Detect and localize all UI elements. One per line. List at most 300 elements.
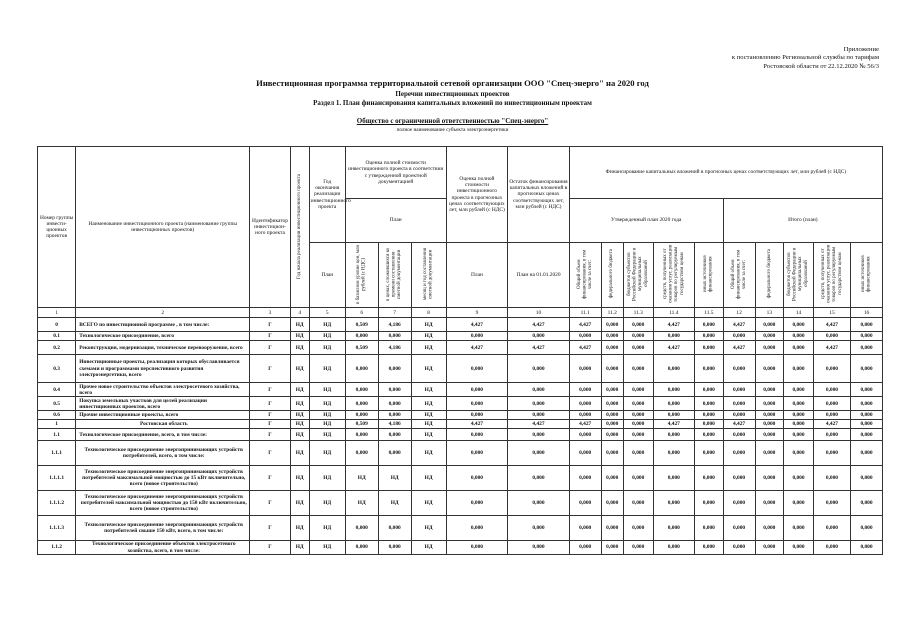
table-cell: 0,000 — [601, 411, 623, 420]
table-cell: НД — [290, 441, 309, 466]
table-cell: НД — [309, 411, 345, 420]
table-cell: 0,000 — [601, 341, 623, 355]
table-cell: НД — [309, 397, 345, 411]
table-cell: 0,000 — [345, 383, 378, 397]
table-row — [38, 420, 883, 429]
header-sub-month: месяц и год составления сметной документации — [423, 247, 434, 301]
table-cell: 0,000 — [601, 355, 623, 383]
table-cell: 0,000 — [851, 355, 883, 383]
table-cell: НД — [378, 491, 411, 516]
table-cell: 0,000 — [345, 441, 378, 466]
header-approved: Утвержденный план 2020 года — [569, 199, 723, 243]
table-cell: НД — [411, 541, 446, 555]
table-cell: НД — [411, 491, 446, 516]
table-row — [38, 466, 883, 491]
table-cell: 0,000 — [345, 429, 378, 441]
table-row — [38, 541, 883, 555]
table-cell: 0,000 — [345, 397, 378, 411]
table-cell: 4,427 — [569, 341, 601, 355]
header-fin-other-cell — [695, 243, 724, 308]
table-cell: Г — [250, 383, 290, 397]
table-cell: 0.2 — [38, 341, 76, 355]
table-cell: 0,000 — [345, 355, 378, 383]
table-cell: 4,186 — [378, 318, 411, 332]
table-cell: 0,000 — [653, 541, 694, 555]
table-cell: 0.5 — [38, 397, 76, 411]
table-cell: 0,000 — [378, 355, 411, 383]
header-year-start: Год начала реализации инвестиционного проекта — [296, 173, 302, 279]
project-name-cell: Реконструкция, модернизация, техническое перевооружение, всего — [76, 341, 250, 355]
table-cell: 0,000 — [851, 441, 883, 466]
table-cell: 0,000 — [695, 516, 724, 541]
table-cell: 0,000 — [755, 383, 784, 397]
table-cell: НД — [290, 420, 309, 429]
table-cell: 0,000 — [695, 383, 724, 397]
table-cell: 0,000 — [601, 466, 623, 491]
header-sub-plan: План — [309, 243, 345, 308]
table-cell: 0,000 — [508, 466, 570, 491]
table-cell: 0,000 — [508, 491, 570, 516]
header-itogo: Итого (план) — [723, 199, 882, 243]
table-cell: 0,000 — [569, 383, 601, 397]
table-cell: НД — [309, 355, 345, 383]
table-cell: 0,000 — [695, 355, 724, 383]
header-num: Номер группы инвести-ционных проектов — [38, 147, 76, 308]
column-number: 7 — [378, 308, 411, 318]
table-cell: 0,000 — [569, 516, 601, 541]
table-cell: 0,000 — [723, 332, 755, 341]
table-cell: НД — [309, 332, 345, 341]
table-cell: 0,000 — [345, 541, 378, 555]
table-cell: 4,427 — [569, 318, 601, 332]
table-cell: 0,000 — [813, 355, 850, 383]
table-cell: 0,000 — [755, 341, 784, 355]
appendix-line-3: Ростовской области от 22.12.2020 № 56/3 — [763, 62, 879, 70]
table-cell: 0,000 — [601, 318, 623, 332]
table-cell: 0,000 — [695, 341, 724, 355]
column-number: 12 — [723, 308, 755, 318]
table-cell: Г — [250, 420, 290, 429]
table-body — [38, 318, 883, 555]
table-cell: 4,427 — [653, 420, 694, 429]
table-cell: 0,000 — [446, 516, 508, 541]
header-fin-subj: бюджетов субъектов Российской Федерации и муниципальных образований — [627, 247, 649, 301]
header-fin-total-cell — [569, 243, 601, 308]
header-plan-word: План — [345, 199, 446, 243]
table-cell: 0,000 — [695, 441, 724, 466]
header-it-subj-cell — [784, 243, 814, 308]
table-cell: 0,000 — [813, 466, 850, 491]
project-name-cell: Прочее новое строительство объектов электросетевого хозяйства, всего — [76, 383, 250, 397]
table-cell: 0,000 — [784, 441, 814, 466]
organization-name: Общество с ограниченной ответственностью "Спец-энерго" — [356, 117, 549, 125]
header-fin-fed-cell — [601, 243, 623, 308]
table-cell: 0,000 — [784, 355, 814, 383]
table-cell: 0,000 — [851, 341, 883, 355]
table-cell: 0,000 — [813, 516, 850, 541]
table-cell: 0,000 — [653, 516, 694, 541]
column-number: 4 — [290, 308, 309, 318]
column-number: 2 — [76, 308, 250, 318]
table-cell: 0,000 — [695, 541, 724, 555]
table-cell: 0,000 — [446, 332, 508, 341]
project-name-cell: ВСЕГО по инвестиционной программе , в том числе: — [76, 318, 250, 332]
header-it-other: иных источников финансирования — [860, 255, 872, 293]
table-cell: 0,000 — [784, 332, 814, 341]
table-cell: НД — [309, 429, 345, 441]
header-sub-cost: в базисном уровне цен, млн рублей (с НДС) — [356, 244, 367, 304]
project-name-cell: Прочие инвестиционные проекты, всего — [76, 411, 250, 420]
table-cell: 0,000 — [569, 441, 601, 466]
table-cell: 0 — [38, 318, 76, 332]
header-fin-ins: средств, полученных от оказания услуг, реализации товаров по регулируемым государством ценам — [662, 244, 685, 304]
table-cell: Г — [250, 355, 290, 383]
table-cell: Г — [250, 491, 290, 516]
table-row — [38, 383, 883, 397]
table-cell: НД — [290, 491, 309, 516]
table-cell: 4,186 — [378, 420, 411, 429]
table-cell: НД — [309, 383, 345, 397]
table-cell: 0,000 — [508, 441, 570, 466]
column-number: 3 — [250, 308, 290, 318]
appendix-line-2: к постановлению Региональной службы по тарифам — [731, 54, 879, 62]
table-cell: 0,000 — [601, 420, 623, 429]
table-cell: 0,000 — [784, 318, 814, 332]
header-year-end: Год окончания реализации инвестиционного проекта — [309, 147, 345, 243]
table-cell: 0,000 — [623, 441, 653, 466]
table-cell: 0,000 — [378, 429, 411, 441]
table-cell: 0,000 — [508, 516, 570, 541]
table-cell: 0,000 — [653, 397, 694, 411]
table-cell: 0,000 — [723, 383, 755, 397]
table-cell: 4,427 — [446, 420, 508, 429]
table-cell: НД — [411, 429, 446, 441]
table-cell: 0,000 — [695, 491, 724, 516]
table-cell: 0,000 — [723, 397, 755, 411]
table-cell: Г — [250, 318, 290, 332]
column-number: 11.1 — [569, 308, 601, 318]
table-cell: 0,000 — [653, 383, 694, 397]
table-cell: 0,000 — [813, 541, 850, 555]
table-cell: 0,000 — [378, 516, 411, 541]
table-cell: 0,000 — [601, 397, 623, 411]
table-row — [38, 491, 883, 516]
table-cell: 1 — [38, 420, 76, 429]
table-cell: Г — [250, 516, 290, 541]
column-number: 14 — [784, 308, 814, 318]
table-cell: 0,000 — [755, 318, 784, 332]
table-cell: 0,000 — [851, 491, 883, 516]
table-row — [38, 441, 883, 466]
table-cell: 0,000 — [851, 429, 883, 441]
table-cell: 4,427 — [653, 318, 694, 332]
table-cell: НД — [309, 341, 345, 355]
table-cell: 0,000 — [569, 541, 601, 555]
table-cell: 0,000 — [813, 332, 850, 341]
table-cell: 4,427 — [653, 341, 694, 355]
column-number: 9 — [446, 308, 508, 318]
table-cell: 0,000 — [623, 491, 653, 516]
table-cell: 1.1.1 — [38, 441, 76, 466]
table-cell: Г — [250, 397, 290, 411]
table-cell: 0,509 — [345, 420, 378, 429]
table-cell: 0,000 — [723, 516, 755, 541]
table-cell: НД — [411, 355, 446, 383]
column-number: 11.2 — [601, 308, 623, 318]
table-cell: 0,000 — [653, 411, 694, 420]
table-cell: 0,000 — [695, 318, 724, 332]
table-cell: Г — [250, 541, 290, 555]
table-cell: 0,000 — [623, 332, 653, 341]
project-name-cell: Технологическое присоединение энергопринимающих устройств потребителей свыше 150 кВт, всего, в том числе: — [76, 516, 250, 541]
table-cell: 1.1 — [38, 429, 76, 441]
table-cell: 0,000 — [851, 332, 883, 341]
column-numbers — [38, 308, 883, 318]
project-name-cell: Технологическое присоединение энергопринимающих устройств потребителей, всего, в том числе: — [76, 441, 250, 466]
table-cell: 0,000 — [378, 441, 411, 466]
table-cell: НД — [290, 541, 309, 555]
table-cell: 0,000 — [508, 332, 570, 341]
table-cell: 0,000 — [695, 411, 724, 420]
table-cell: НД — [411, 466, 446, 491]
table-cell: 0,000 — [378, 411, 411, 420]
table-row — [38, 318, 883, 332]
project-name-cell: Покупка земельных участков для целей реализации инвестиционных проектов, всего — [76, 397, 250, 411]
table-cell: НД — [345, 466, 378, 491]
column-number: 11.5 — [695, 308, 724, 318]
table-cell: 0,000 — [723, 466, 755, 491]
table-cell: НД — [411, 397, 446, 411]
table-cell: 0,000 — [723, 429, 755, 441]
table-cell: Г — [250, 341, 290, 355]
table-cell: 0,000 — [851, 383, 883, 397]
table-cell: 0,000 — [623, 397, 653, 411]
table-cell: 4,186 — [378, 341, 411, 355]
table-cell: 0,000 — [601, 491, 623, 516]
table-cell: 0,000 — [784, 466, 814, 491]
table-cell: НД — [290, 466, 309, 491]
table-cell: НД — [411, 383, 446, 397]
table-cell: НД — [411, 441, 446, 466]
table-cell: НД — [411, 411, 446, 420]
table-cell: 0,000 — [623, 541, 653, 555]
table-cell: 0,000 — [851, 318, 883, 332]
table-cell: 0,000 — [695, 332, 724, 341]
header-sub-date: в ценах, сложившихся ко времени составления сметной документации — [386, 247, 403, 301]
project-name-cell: Технологическое присоединение, всего — [76, 332, 250, 341]
header-full-cost: Оценка полной стоимости инвестиционного проекта в прогнозных ценах соответствующих лет, млн рублей (с НДС) — [446, 147, 508, 243]
table-cell: 0,000 — [784, 383, 814, 397]
table-cell: 0,000 — [601, 429, 623, 441]
table-cell: 0,000 — [723, 355, 755, 383]
table-cell: 0,000 — [784, 429, 814, 441]
header-it-subj: бюджетов субъектов Российской Федерации и муниципальных образований — [787, 247, 810, 301]
table-cell: Г — [250, 332, 290, 341]
table-cell: НД — [309, 466, 345, 491]
table-cell: 1.1.1.1 — [38, 466, 76, 491]
column-number: 6 — [345, 308, 378, 318]
table-cell: 0,000 — [508, 429, 570, 441]
table-cell: НД — [290, 429, 309, 441]
table-cell: 0,000 — [653, 491, 694, 516]
table-row — [38, 341, 883, 355]
header-it-ins: средств, полученных от оказания услуг, реализации товаров по регулируемым государством ценам — [820, 244, 843, 304]
table-cell: 0,000 — [851, 541, 883, 555]
table-cell: 0.3 — [38, 355, 76, 383]
table-cell: 1.1.1.3 — [38, 516, 76, 541]
table-cell: 0,000 — [755, 466, 784, 491]
table-cell: 0,000 — [508, 397, 570, 411]
table-cell: 0,000 — [569, 332, 601, 341]
table-cell: 0,000 — [784, 516, 814, 541]
table-cell: 0,000 — [623, 383, 653, 397]
table-row — [38, 397, 883, 411]
table-cell: 0,509 — [345, 318, 378, 332]
table-cell: НД — [411, 516, 446, 541]
table-cell: 0,000 — [508, 383, 570, 397]
table-cell: 0,000 — [755, 441, 784, 466]
table-cell: 0,000 — [446, 411, 508, 420]
table-cell: 0,000 — [623, 516, 653, 541]
table-cell: НД — [378, 466, 411, 491]
table-cell: НД — [290, 318, 309, 332]
table-cell: 0,000 — [723, 491, 755, 516]
table-cell: 0,000 — [378, 541, 411, 555]
table-cell: Г — [250, 441, 290, 466]
header-it-ins-cell — [813, 243, 850, 308]
table-cell: НД — [290, 411, 309, 420]
table-cell: 0,000 — [723, 411, 755, 420]
header-estimate: Оценка полной стоимости инвестиционного проекта в соответствии с утвержденной проектной документацией — [345, 147, 446, 199]
table-cell: 4,427 — [813, 341, 850, 355]
table-cell: НД — [290, 341, 309, 355]
table-cell: 0,000 — [378, 397, 411, 411]
header-it-other-cell — [851, 243, 883, 308]
table-cell: 0,000 — [653, 466, 694, 491]
table-cell: 0,000 — [623, 429, 653, 441]
table-cell: 0,000 — [446, 397, 508, 411]
table-header — [38, 147, 883, 308]
table-row — [38, 411, 883, 420]
table-cell: 0,000 — [755, 541, 784, 555]
table-cell: 0,000 — [695, 429, 724, 441]
table-cell: 4,427 — [446, 318, 508, 332]
table-cell: 0,000 — [653, 332, 694, 341]
table-cell: 0,000 — [851, 516, 883, 541]
header-it-total: Общий объем финансирования, в том числе за счет: — [730, 249, 747, 299]
table-cell: 0,000 — [508, 541, 570, 555]
table-cell: 0,000 — [813, 491, 850, 516]
appendix-note — [732, 46, 879, 71]
table-cell: 0,000 — [813, 397, 850, 411]
table-cell: 0,000 — [813, 383, 850, 397]
table-cell: 0,000 — [345, 411, 378, 420]
table-cell: 0,000 — [723, 541, 755, 555]
table-cell: 0,000 — [755, 397, 784, 411]
table-cell: НД — [290, 383, 309, 397]
header-fin-ins-cell — [653, 243, 694, 308]
table-cell: 0,000 — [446, 491, 508, 516]
project-name-cell: Технологическое присоединение объектов электросетевого хозяйства, всего, в том числе: — [76, 541, 250, 555]
table-cell: 0,000 — [569, 397, 601, 411]
table-cell: НД — [309, 420, 345, 429]
table-cell: 0,000 — [695, 397, 724, 411]
table-cell: 0,000 — [446, 441, 508, 466]
column-number: 1 — [38, 308, 76, 318]
table-cell: 0,000 — [851, 397, 883, 411]
table-cell: 0.6 — [38, 411, 76, 420]
table-cell: 4,427 — [723, 318, 755, 332]
table-cell: 0,000 — [653, 355, 694, 383]
table-cell: 0,000 — [569, 429, 601, 441]
table-row — [38, 355, 883, 383]
table-cell: 0,000 — [623, 420, 653, 429]
table-cell: 4,427 — [813, 420, 850, 429]
table-cell: 0,509 — [345, 341, 378, 355]
table-cell: 0,000 — [851, 420, 883, 429]
document-title: Инвестиционная программа территориальной сетевой организации ООО "Спец-энерго" на 2020 год — [256, 78, 649, 88]
table-cell: 0,000 — [601, 516, 623, 541]
column-number: 5 — [309, 308, 345, 318]
table-cell: НД — [309, 441, 345, 466]
column-number: 8 — [411, 308, 446, 318]
table-cell: 0,000 — [623, 411, 653, 420]
header-financing: Финансирование капитальных вложений в прогнозных ценах соответствующих лет, млн рублей (с НДС) — [569, 147, 882, 199]
header-it-total-cell — [723, 243, 755, 308]
table-cell: НД — [290, 332, 309, 341]
header-year-start-cell — [290, 147, 309, 308]
table-cell: 0,000 — [601, 541, 623, 555]
header-sub-month-cell — [411, 243, 446, 308]
table-cell: НД — [309, 491, 345, 516]
header-ident: Идентификатор инвестицион-ного проекта — [250, 147, 290, 308]
table-cell: 0,000 — [755, 491, 784, 516]
table-cell: 0,000 — [755, 332, 784, 341]
table-cell: 0,000 — [813, 429, 850, 441]
table-cell: 0,000 — [695, 466, 724, 491]
table-cell: НД — [290, 397, 309, 411]
table-cell: 4,427 — [508, 341, 570, 355]
column-number: 13 — [755, 308, 784, 318]
table-row — [38, 332, 883, 341]
table-cell: 0,000 — [784, 420, 814, 429]
table-cell: Г — [250, 411, 290, 420]
table-cell: 0.1 — [38, 332, 76, 341]
table-cell: 0,000 — [446, 466, 508, 491]
table-cell: 0.4 — [38, 383, 76, 397]
appendix-line-1: Приложение — [843, 46, 879, 53]
table-cell: 0,000 — [755, 429, 784, 441]
table-cell: 0,000 — [784, 341, 814, 355]
header-sub-cost-cell — [345, 243, 378, 308]
table-cell: 0,000 — [569, 466, 601, 491]
table-cell: НД — [411, 341, 446, 355]
table-cell: 0,000 — [601, 383, 623, 397]
table-cell: Г — [250, 466, 290, 491]
table-cell: 0,000 — [813, 441, 850, 466]
table-cell: 1.1.2 — [38, 541, 76, 555]
table-cell: 4,427 — [508, 420, 570, 429]
table-cell: 0,000 — [623, 341, 653, 355]
header-remain-plan: План на 01.01.2020 — [508, 243, 570, 308]
project-name-cell: Технологическое присоединение энергопринимающих устройств потребителей максимальной мощностью до 150 кВт включительно, всего (новое строительство) — [76, 491, 250, 516]
table-cell: 0,000 — [446, 355, 508, 383]
table-cell: НД — [345, 491, 378, 516]
table-cell: НД — [309, 318, 345, 332]
table-cell: 0,000 — [623, 318, 653, 332]
table-cell: 0,000 — [508, 411, 570, 420]
table-cell: Г — [250, 429, 290, 441]
